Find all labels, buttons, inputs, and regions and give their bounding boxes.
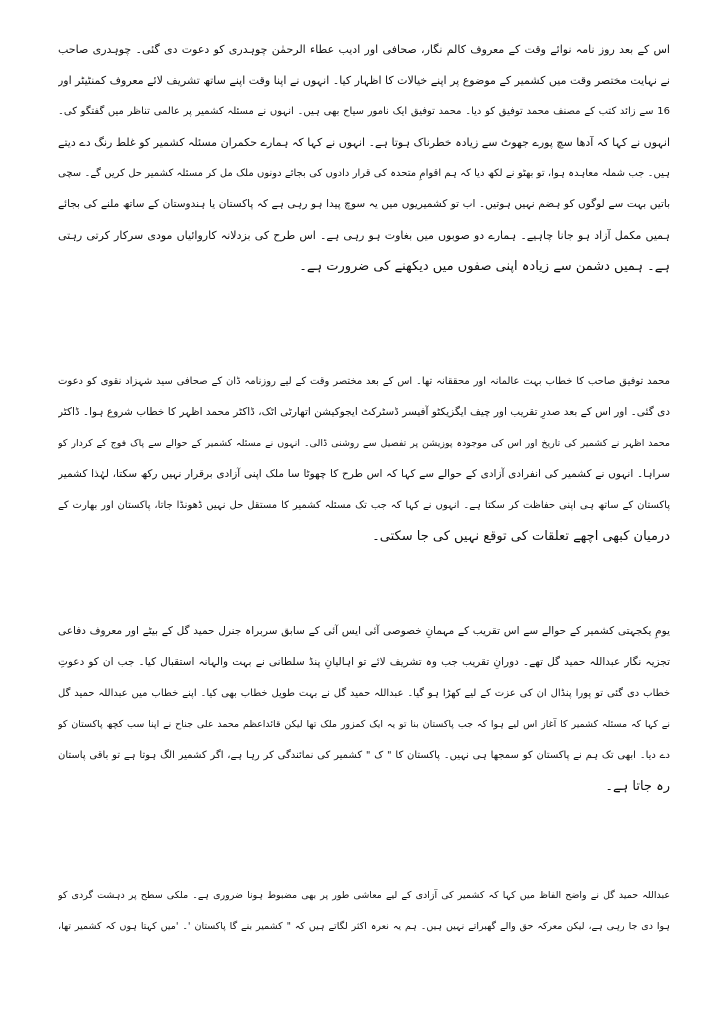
text-line: ہوا دی جا رہی ہے، لیکن معرکہ حق والے گھبراتے نہیں ہیں۔ ہم یہ نعرہ اکثر لگاتے ہیں کہ " کشمیر بنے گا پاکستان '۔ 'میں کہتا ہوں کہ کشمیر تھا، xyxy=(58,921,670,932)
text-line: ہمیں مکمل آزاد ہو جانا چاہیے۔ ہمارے دو صوبوں میں بغاوت ہو رہی ہے۔ اس طرح کی بزدلانہ کاروائیاں مودی سرکار کرتی رہتی xyxy=(58,229,670,242)
text-line: دے دیا۔ ابھی تک ہم نے پاکستان کو سمجھا ہی نہیں۔ پاکستان کا " ک " کشمیر کی نمائندگی کر رہا ہے، اگر کشمیر الگ ہوتا ہے تو باقی پاستان xyxy=(58,750,670,761)
text-line: دی گئی۔ اور اس کے بعد صدرِ تقریب اور چیف ایگزیکٹو آفیسر ڈسٹرکٹ ایجوکیشن اتھارٹی اٹک، ڈاکٹر محمد اظہر کا خطاب شروع ہوا۔ ڈاکٹر xyxy=(58,406,670,418)
paragraph-abdullah-gul xyxy=(58,616,670,802)
text-line: پاکستان کے ساتھ ہی اپنی حفاظت کر سکتا ہے۔ انہوں نے کہا کہ جب تک مسئلہ کشمیر کا مستقل حل نہیں ڈھونڈا جاتا، پاکستان اور بھارت کے xyxy=(58,500,670,511)
text-line: نے کہا کہ مسئلہ کشمیر کا آغاز اس لیے ہوا کہ جب پاکستان بنا تو یہ ایک کمزور ملک تھا لیکن قائداعظم محمد علی جناح نے اپنا سب کچھ پاکستان کو xyxy=(58,719,670,730)
text-line: تجزیہ نگار عبداللہ حمید گل تھے۔ دورانِ تقریب جب وہ تشریف لائے تو اہالیانِ پنڈ سلطانی نے بہت والہانہ استقبال کیا۔ جب ان کو دعوتِ xyxy=(58,656,670,668)
text-line: محمد اظہر نے کشمیر کی تاریخ اور اس کی موجودہ پوزیشن پر تفصیل سے روشنی ڈالی۔ انہوں نے مسئلہ کشمیر کے حوالے سے پاک فوج کے کردار کو xyxy=(58,438,670,449)
text-line: عبداللہ حمید گل نے واضح الفاظ میں کہا کہ کشمیر کی آزادی کے لیے معاشی طور پر بھی مضبوط ہونا ضروری ہے۔ ملکی سطح پر دہشت گردی کو xyxy=(58,890,670,901)
text-line: رہ جاتا ہے۔ xyxy=(605,779,670,794)
text-line: محمد توفیق صاحب کا خطاب بہت عالمانہ اور محققانہ تھا۔ اس کے بعد مختصر وقت کے لیے روزنامہ ڈان کے صحافی سید شہزاد نقوی کو دعوت xyxy=(58,376,670,387)
text-line: باتیں بہت سے لوگوں کو ہضم نہیں ہوتیں۔ اب تو کشمیریوں میں یہ سوچ پیدا ہو رہی ہے کہ پاکستان یا ہندوستان کے ساتھ ملنے کی بجائے xyxy=(58,198,670,210)
text-line: 16 سے زائد کتب کے مصنف محمد توفیق کو دیا۔ محمد توفیق ایک نامور سیاح بھی ہیں۔ انہوں نے مسئلہ کشمیر پر عالمی تناظر میں گفتگو کی۔ xyxy=(58,106,670,117)
paragraph-atta-ur-rehman xyxy=(58,34,670,282)
text-line: اس کے بعد روز نامہ نوائے وقت کے معروف کالم نگار، صحافی اور ادیب عطاء الرحمٰن چوہدری کو دعوت دی گئی۔ چوہدری صاحب xyxy=(58,43,670,56)
text-line: ہیں۔ جب شملہ معاہدہ ہوا، تو بھٹو نے لکھ دیا کہ ہم اقوامِ متحدہ کی قرار دادوں کی بجائے دونوں ملک مل کر مسئلہ کشمیر حل کریں گے۔ سچی xyxy=(58,168,670,179)
text-line: درمیان کبھی اچھے تعلقات کی توقع نہیں کی جا سکتی۔ xyxy=(372,529,670,544)
paragraph-economic-strength xyxy=(58,880,670,942)
text-line: ہے۔ ہمیں دشمن سے زیادہ اپنی صفوں میں دیکھنے کی ضرورت ہے۔ xyxy=(299,259,670,274)
text-line: نے نہایت مختصر وقت میں کشمیر کے موضوع پر اپنے خیالات کا اظہار کیا۔ انہوں نے اپنا وقت اپنے ساتھ تشریف لائے معروف کمنٹیٹر اور xyxy=(58,74,670,87)
text-line: انہوں نے کہا کہ آدھا سچ پورے جھوٹ سے زیادہ خطرناک ہوتا ہے۔ انہوں نے کہا کہ ہمارے حکمران مسئلہ کشمیر کو غلط رنگ دے دیتے xyxy=(58,136,670,149)
text-line: سراہا۔ انہوں نے کشمیر کی انفرادی آزادی کے حوالے سے کہا کہ اس طرح کا چھوٹا سا ملک اپنی آزادی برقرار نہیں رکھ سکتا، لہٰذا کشمیر xyxy=(58,468,670,480)
text-line: خطاب دی گئی تو پورا پنڈال ان کی عزت کے لیے کھڑا ہو گیا۔ عبداللہ حمید گل نے بہت طویل خطاب بھی کیا۔ اپنے خطاب میں عبداللہ حمید گل xyxy=(58,688,670,699)
paragraph-dr-azhar xyxy=(58,366,670,552)
text-line: یومِ یکجہتی کشمیر کے حوالے سے اس تقریب کے مہمانِ خصوصی آئی ایس آئی کے سابق سربراہ جنرل حمید گل کے بیٹے اور معروف دفاعی xyxy=(58,625,670,637)
